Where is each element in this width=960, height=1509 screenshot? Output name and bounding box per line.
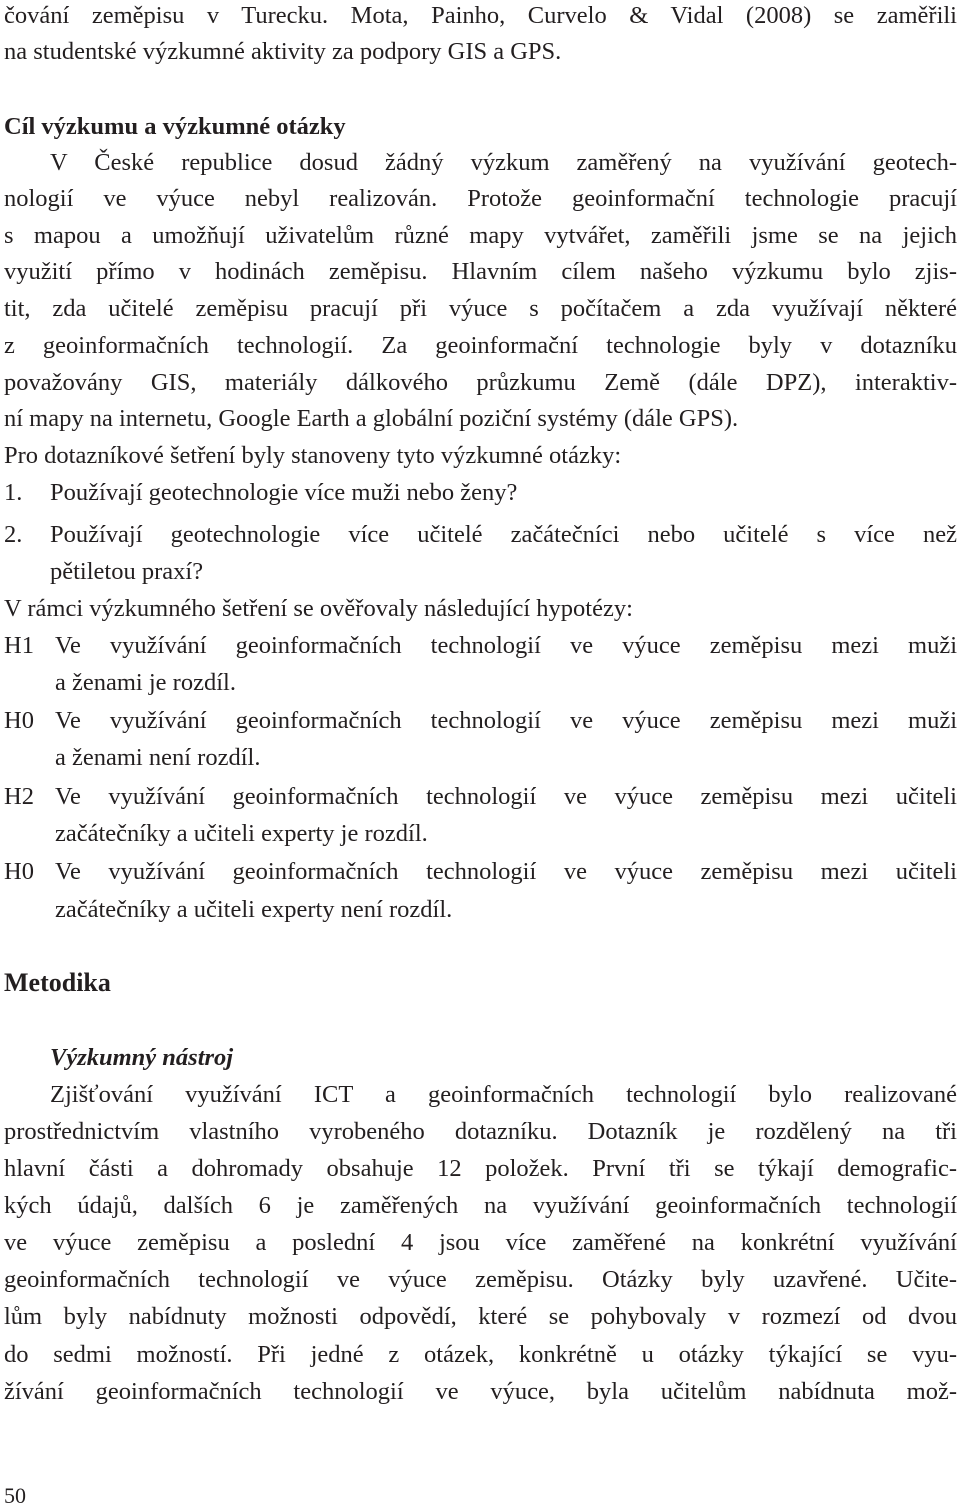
hypothesis-text: Ve využívání geoinformačních technologií ve výuce zeměpisu mezi učiteli: [55, 783, 957, 810]
hypothesis-label: H2: [4, 783, 34, 810]
paragraph-line: využití přímo v hodinách zeměpisu. Hlavním cílem našeho výzkumu bylo zjis-: [4, 258, 957, 285]
paragraph-line: žívání geoinformačních technologií ve výuce, byla učitelům nabídnuta mož-: [4, 1378, 957, 1405]
hypothesis-label: H0: [4, 707, 34, 734]
paragraph-line: považovány GIS, materiály dálkového průzkumu Země (dále DPZ), interaktiv-: [4, 369, 957, 396]
paragraph-line: kých údajů, dalších 6 je zaměřených na využívání geoinformačních technologií: [4, 1192, 957, 1219]
section-heading: Metodika: [4, 968, 111, 997]
paragraph-line: z geoinformačních technologií. Za geoinformační technologie byly v dotazníku: [4, 332, 957, 359]
hypothesis-text: Ve využívání geoinformačních technologií ve výuce zeměpisu mezi muži: [55, 632, 957, 659]
question-text: pětiletou praxí?: [50, 558, 204, 585]
hypothesis-text: začátečníky a učiteli experty není rozdíl.: [55, 896, 453, 923]
hypothesis-text: a ženami není rozdíl.: [55, 744, 261, 771]
paragraph-line: s mapou a umožňují uživatelům různé mapy vytvářet, zaměřili jsme se na jejich: [4, 222, 957, 249]
paragraph-line: Zjišťování využívání ICT a geoinformačních technologií bylo realizované: [50, 1081, 957, 1108]
section-heading: Cíl výzkumu a výzkumné otázky: [4, 113, 346, 140]
paragraph-line: ve výuce zeměpisu a poslední 4 jsou více zaměřené na konkrétní využívání: [4, 1229, 957, 1256]
paragraph-line: V České republice dosud žádný výzkum zaměřený na využívání geotech-: [50, 149, 957, 176]
paragraph-line: hlavní části a dohromady obsahuje 12 položek. První tři se týkají demografic-: [4, 1155, 957, 1182]
paragraph-line: ní mapy na internetu, Google Earth a globální poziční systémy (dále GPS).: [4, 405, 739, 432]
paragraph-line: nologií ve výuce nebyl realizován. Protože geoinformační technologie pracují: [4, 185, 957, 212]
question-text: Používají geotechnologie více muži nebo ženy?: [50, 479, 518, 506]
hypothesis-text: Ve využívání geoinformačních technologií ve výuce zeměpisu mezi učiteli: [55, 858, 957, 885]
paragraph-line: geoinformačních technologií ve výuce zeměpisu. Otázky byly uzavřené. Učite-: [4, 1266, 957, 1293]
hypothesis-label: H0: [4, 858, 34, 885]
paragraph-line: do sedmi možností. Při jedné z otázek, konkrétně u otázky týkající se vyu-: [4, 1341, 957, 1368]
hypothesis-text: a ženami je rozdíl.: [55, 669, 236, 696]
paragraph-line: čování zeměpisu v Turecku. Mota, Painho, Curvelo & Vidal (2008) se zaměřili: [4, 2, 957, 29]
paragraph-line: tit, zda učitelé zeměpisu pracují při výuce s počítačem a zda využívají některé: [4, 295, 957, 322]
subsection-heading: Výzkumný nástroj: [50, 1044, 234, 1071]
question-number: 1.: [4, 479, 23, 506]
paragraph-line: lům byly nabídnuty možnosti odpovědí, které se pohybovaly v rozmezí od dvou: [4, 1303, 957, 1330]
hypotheses-intro: V rámci výzkumného šetření se ověřovaly následující hypotézy:: [4, 595, 633, 622]
question-number: 2.: [4, 521, 23, 548]
hypothesis-text: začátečníky a učiteli experty je rozdíl.: [55, 820, 428, 847]
paragraph-line: Pro dotazníkové šetření byly stanoveny tyto výzkumné otázky:: [4, 442, 622, 469]
paragraph-line: na studentské výzkumné aktivity za podpory GIS a GPS.: [4, 38, 562, 65]
question-text: Používají geotechnologie více učitelé začátečníci nebo učitelé s více než: [50, 521, 957, 548]
hypothesis-label: H1: [4, 632, 34, 659]
hypothesis-text: Ve využívání geoinformačních technologií ve výuce zeměpisu mezi muži: [55, 707, 957, 734]
paragraph-line: prostřednictvím vlastního vyrobeného dotazníku. Dotazník je rozdělený na tři: [4, 1118, 957, 1145]
page-number: 50: [4, 1483, 26, 1508]
